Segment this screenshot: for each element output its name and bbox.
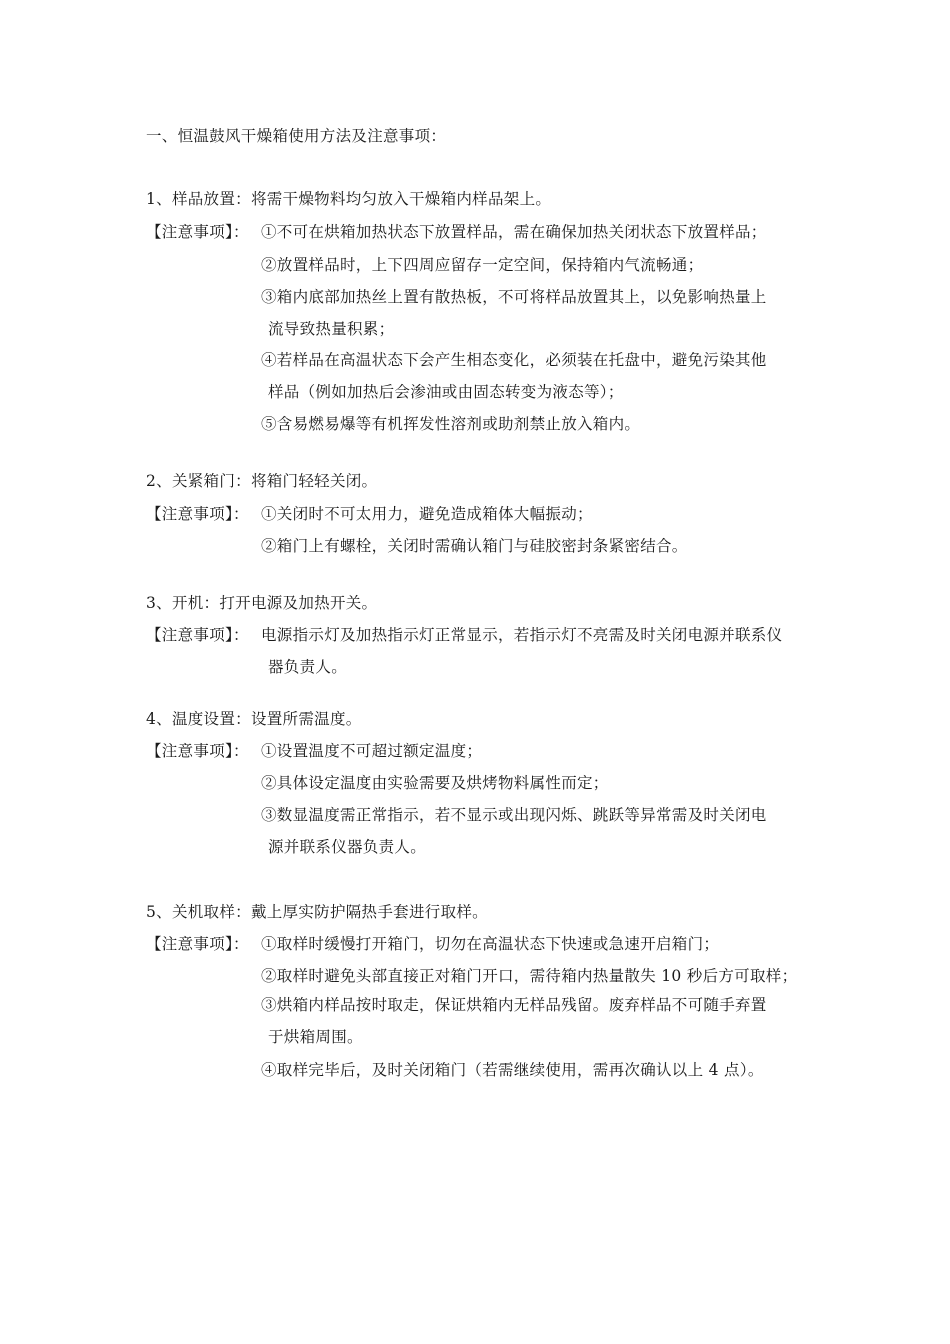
step-1-note-3-cont: 流导致热量积累；: [268, 320, 395, 338]
step-5-note-2: ②取样时避免头部直接正对箱门开口，需待箱内热量散失 10 秒后方可取样；: [261, 967, 798, 985]
step-5-note-3-cont: 于烘箱周围。: [268, 1028, 363, 1046]
step-4-note-3: ③数显温度需正常指示，若不显示或出现闪烁、跳跃等异常需及时关闭电: [261, 806, 767, 824]
step-3-note-label: 【注意事项】：: [146, 626, 249, 644]
step-2-heading: 2、关紧箱门：将箱门轻轻关闭。: [146, 472, 378, 490]
step-5-note-4: ④取样完毕后，及时关闭箱门（若需继续使用，需再次确认以上 4 点）。: [261, 1061, 764, 1079]
step-3-note-1-cont: 器负责人。: [268, 658, 348, 676]
step-4-note-3-cont: 源并联系仪器负责人。: [268, 838, 427, 856]
step-5-heading: 5、关机取样：戴上厚实防护隔热手套进行取样。: [146, 903, 488, 921]
step-1-note-4-cont: 样品（例如加热后会渗油或由固态转变为液态等）；: [268, 383, 624, 401]
step-1-note-1: ①不可在烘箱加热状态下放置样品，需在确保加热关闭状态下放置样品；: [261, 223, 767, 241]
step-4-heading: 4、温度设置：设置所需温度。: [146, 710, 362, 728]
step-2-note-2: ②箱门上有螺栓，关闭时需确认箱门与硅胶密封条紧密结合。: [261, 537, 688, 555]
step-2-note-1: ①关闭时不可太用力，避免造成箱体大幅振动；: [261, 505, 593, 523]
step-4-note-label: 【注意事项】：: [146, 742, 249, 760]
step-3-note-1: 电源指示灯及加热指示灯正常显示，若指示灯不亮需及时关闭电源并联系仪: [261, 626, 783, 644]
step-1-note-3: ③箱内底部加热丝上置有散热板，不可将样品放置其上，以免影响热量上: [261, 288, 767, 306]
step-1-note-5: ⑤含易燃易爆等有机挥发性溶剂或助剂禁止放入箱内。: [261, 415, 641, 433]
document-title: 一、恒温鼓风干燥箱使用方法及注意事项：: [146, 127, 447, 145]
step-1-note-label: 【注意事项】：: [146, 223, 249, 241]
step-1-note-2: ②放置样品时，上下四周应留存一定空间，保持箱内气流畅通；: [261, 256, 704, 274]
step-4-note-1: ①设置温度不可超过额定温度；: [261, 742, 483, 760]
step-5-note-3: ③烘箱内样品按时取走，保证烘箱内无样品残留。废弃样品不可随手弃置: [261, 996, 767, 1014]
step-5-note-1: ①取样时缓慢打开箱门，切勿在高温状态下快速或急速开启箱门；: [261, 935, 720, 953]
step-5-note-label: 【注意事项】：: [146, 935, 249, 953]
step-4-note-2: ②具体设定温度由实验需要及烘烤物料属性而定；: [261, 774, 609, 792]
step-1-note-4: ④若样品在高温状态下会产生相态变化，必须装在托盘中，避免污染其他: [261, 351, 767, 369]
step-3-heading: 3、开机：打开电源及加热开关。: [146, 594, 378, 612]
step-2-note-label: 【注意事项】：: [146, 505, 249, 523]
step-1-heading: 1、样品放置：将需干燥物料均匀放入干燥箱内样品架上。: [146, 190, 552, 208]
